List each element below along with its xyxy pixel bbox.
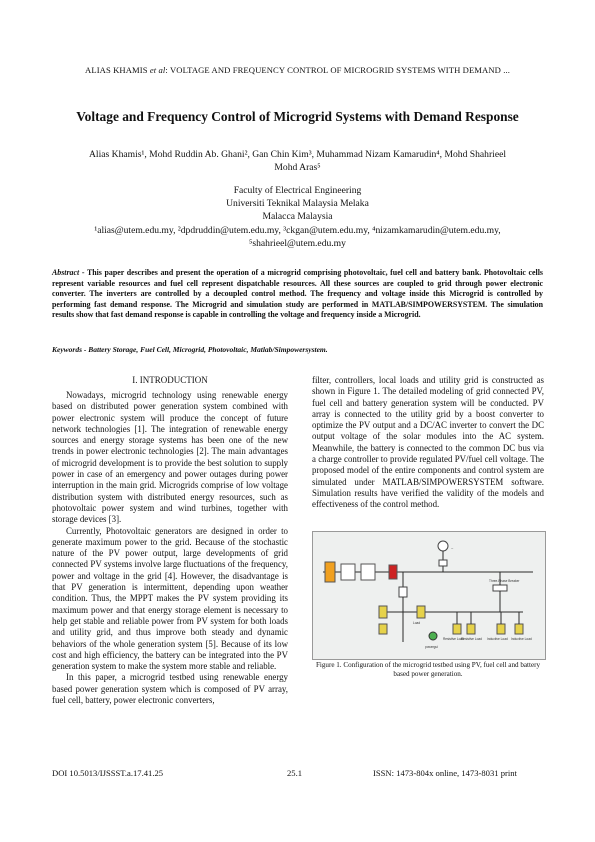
grid-source-icon [438, 541, 448, 551]
filter-block [389, 565, 397, 579]
paper-title: Voltage and Frequency Control of Microgrid Systems with Demand Response [76, 109, 519, 124]
keywords: Keywords - Battery Storage, Fuel Cell, Microgrid, Photovoltaic, Matlab/Simpowersystem. [52, 345, 328, 354]
three-phase-breaker-block [493, 585, 507, 591]
footer-page-number: 25.1 [287, 768, 303, 778]
abstract [52, 268, 543, 321]
label-load3: Inductive Load [487, 637, 508, 641]
emails-line-1: ¹alias@utem.edu.my, ²dpdruddin@utem.edu.my, ³ckgan@utem.edu.my, ⁴nizamkamarudin@utem.edu.my, [94, 224, 501, 236]
running-head-title: : VOLTAGE AND FREQUENCY CONTROL OF MICROGRID SYSTEMS WITH DEMAND ... [165, 65, 510, 75]
load-block [467, 624, 475, 634]
university: Universiti Teknikal Malaysia Melaka [226, 198, 369, 210]
authors-line-1: Alias Khamis¹, Mohd Ruddin Ab. Ghani², Gan Chin Kim³, Muhammad Nizam Kamarudin⁴, Mohd Shahrieel [89, 149, 506, 160]
label-powergui: powergui [425, 645, 438, 649]
paragraph: Nowadays, microgrid technology using renewable energy based on distributed power generation system combined with power electronic system will produce the concept of future network technologies [1]. The integration of renewable energy sources and energy storage systems has been one of the new trends in power electronic technologies [2]. The main advantages of microgrid development is to provide the best solution to supply power in case of an emergency and power outages during power interruption in the main grid. Microgrids comprise of low voltage distribution system with distributed energy resources, such as photovoltaic power system and wind turbines, together with storage devices [3]. [52, 390, 288, 525]
load-block [453, 624, 461, 634]
pv-block [325, 562, 335, 582]
abstract-label: Abstract [52, 268, 80, 277]
paragraph: Currently, Photovoltaic generators are designed in order to generate maximum power to the grid. Because of the stochastic nature of the PV power output, large developments of grid connected PV systems involve large fluctuations of the frequency, power and voltage in the grid [4]. However, the disadvantage is that PV generation is intermittent, depending upon weather condition. Thus, the MPPT makes the PV system providing its maximum power and that energy storage element is necessary to help get stable and reliable power from PV system for both loads and utility grid, and thus improve both steady and dynamic behaviors of the whole generation system [5]. Because of its low cost and high efficiency, the battery can be integrated into the PV generation system to make the system more stable and reliable. [52, 525, 288, 672]
running-head-authors: ALIAS KHAMIS [85, 65, 150, 75]
load-block [497, 624, 505, 634]
inverter-block [361, 564, 375, 580]
label-breaker: Three-Phase Breaker [489, 579, 520, 583]
battery-block [379, 606, 387, 618]
figure-caption: Figure 1. Configuration of the microgrid testbed using PV, fuel cell and battery based power generation. [315, 661, 541, 678]
svg-text:~: ~ [451, 546, 454, 551]
converter-block [341, 564, 355, 580]
section-heading: I. INTRODUCTION [132, 375, 208, 385]
column-right [312, 375, 544, 511]
author-list [48, 148, 547, 175]
load-block [515, 624, 523, 634]
transformer-block [399, 587, 407, 597]
paragraph: In this paper, a microgrid testbed using renewable energy based power generation system which is composed of PV array, fuel cell, battery, power electronic converters, [52, 672, 288, 706]
fuelcell-block [379, 624, 387, 634]
running-head [0, 65, 595, 75]
location: Malacca Malaysia [262, 211, 333, 223]
authors-line-2: Mohd Aras⁵ [274, 162, 321, 174]
label-load4: Inductive Load [511, 637, 532, 641]
breaker-block [439, 560, 447, 566]
column-left [52, 390, 288, 706]
footer-doi: DOI 10.5013/IJSSST.a.17.41.25 [52, 768, 164, 778]
emails-line-2: ⁵shahrieel@utem.edu.my [249, 237, 346, 249]
faculty: Faculty of Electrical Engineering [233, 185, 362, 196]
scope-icon [429, 632, 437, 640]
label-load5: Load [413, 621, 421, 625]
running-head-etal: et al [149, 65, 166, 75]
abstract-text: - This paper describes and present the operation of a microgrid comprising photovoltaic, fuel cell and battery bank. Photovoltaic cells represent variable resources and fuel cell represent dispatchable resources. All these sources are coupled to grid through power electronic converter. The inverters are controlled by a decoupled control method. The frequency and voltage inside this Microgrid is controlled by performing fast demand response. The Microgrid and simulation study are performed in MATLAB/SIMPOWERSYSTEM. The simulation results show that fast demand response is capable in controlling the voltage and frequency inside a Microgrid. [52, 268, 543, 320]
affiliation [48, 184, 547, 250]
simulink-model-svg [313, 532, 545, 659]
figure-1-diagram [312, 531, 546, 660]
label-load2: Resistive Load [461, 637, 482, 641]
footer-issn: ISSN: 1473-804x online, 1473-8031 print [373, 768, 517, 778]
paragraph: filter, controllers, local loads and utility grid is constructed as shown in Figure 1. The detailed modeling of grid connected PV, fuel cell and battery generation system will be conducted. PV array is connected to the utility grid by a boost converter to optimize the PV output and a DC/AC inverter to convert the DC output voltage of the solar modules into the AC system. Meanwhile, the battery is connected to the common DC bus via a charge controller to provide regulated PV/fuel cell voltage. The proposed model of the entire components and control system are simulated under MATLAB/SIMPOWERSYSTEM software. Simulation results have verified the validity of the models and effectiveness of the control method. [312, 375, 544, 510]
label-load1: Resistive Load [443, 637, 464, 641]
load-block [417, 606, 425, 618]
